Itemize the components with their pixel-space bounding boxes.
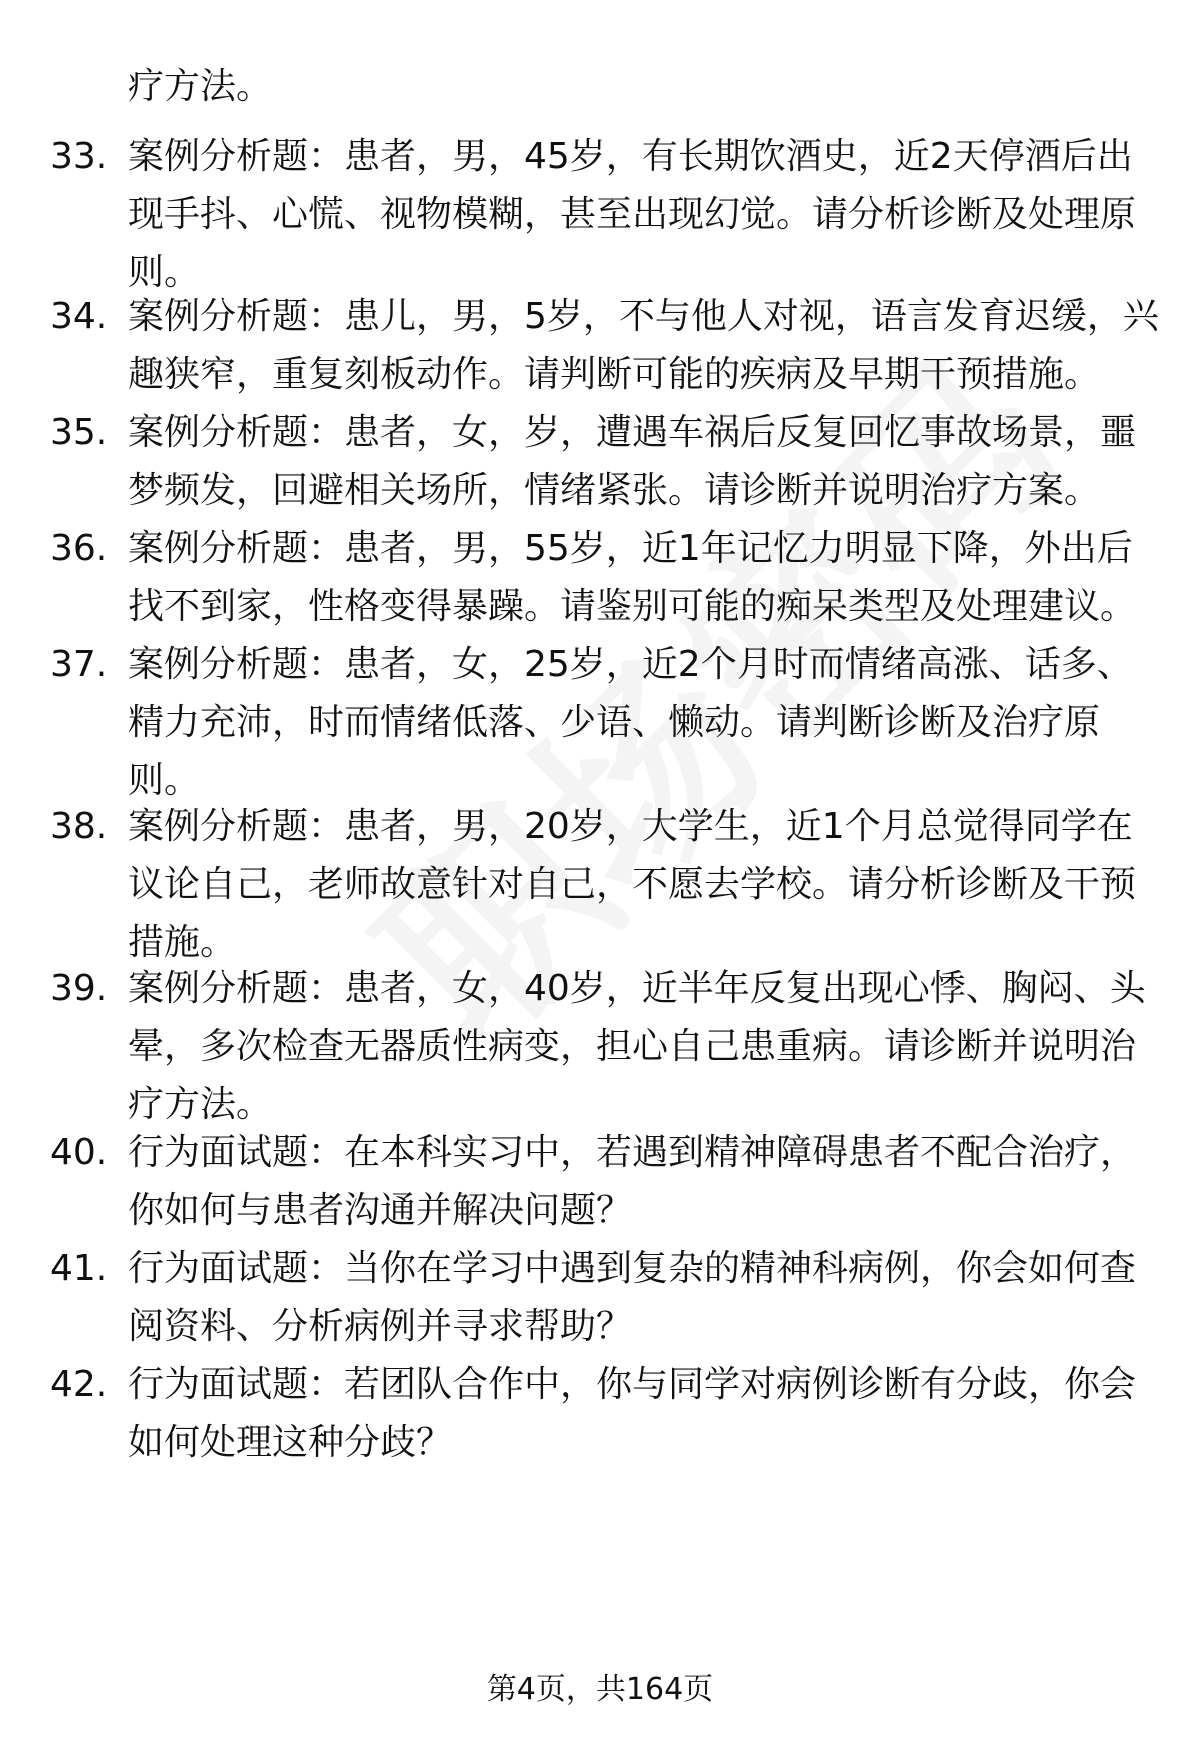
question-number: 36. [50, 528, 108, 569]
question-text: 案例分析题：患者，男，20岁，大学生，近1个月总觉得同学在 议论自己，老师故意针对自己，不愿去学校。请分析诊断及干预 措施。 [128, 806, 1137, 963]
question-text: 案例分析题：患者，男，55岁，近1年记忆力明显下降，外出后 找不到家，性格变得暴躁。请鉴别可能的痴呆类型及处理建议。 [128, 528, 1137, 627]
page-footer: 第4页，共164页 [486, 1672, 714, 1707]
question-number: 42. [50, 1364, 108, 1405]
question-item [50, 798, 1160, 972]
question-text: 行为面试题：在本科实习中，若遇到精神障碍患者不配合治疗， 你如何与患者沟通并解决问题？ [128, 1132, 1137, 1231]
question-text: 案例分析题：患者，女，40岁，近半年反复出现心悸、胸闷、头 晕，多次检查无器质性病变，担心自己患重病。请诊断并说明治 疗方法。 [128, 968, 1146, 1125]
question-number: 34. [50, 296, 108, 337]
question-text: 行为面试题：当你在学习中遇到复杂的精神科病例，你会如何查 阅资料、分析病例并寻求帮助？ [128, 1248, 1137, 1347]
question-number: 41. [50, 1248, 108, 1289]
question-item [50, 1356, 1160, 1472]
question-number: 35. [50, 412, 108, 453]
question-text: 行为面试题：若团队合作中，你与同学对病例诊断有分歧，你会 如何处理这种分歧？ [128, 1364, 1137, 1463]
question-text: 案例分析题：患者，女，25岁，近2个月时而情绪高涨、话多、 精力充沛，时而情绪低落、少语、懒动。请判断诊断及治疗原 则。 [128, 644, 1133, 801]
question-item [50, 520, 1160, 636]
question-number: 33. [50, 136, 108, 177]
question-item [50, 1124, 1160, 1240]
question-number: 37. [50, 644, 108, 685]
question-number: 38. [50, 806, 108, 847]
question-item [50, 960, 1160, 1134]
question-item [50, 288, 1160, 404]
question-text: 案例分析题：患儿，男，5岁，不与他人对视，语言发育迟缓，兴 趣狭窄，重复刻板动作。请判断可能的疾病及早期干预措施。 [128, 296, 1159, 395]
question-text: 案例分析题：患者，女，岁，遭遇车祸后反复回忆事故场景，噩 梦频发，回避相关场所，情绪紧张。请诊断并说明治疗方案。 [128, 412, 1137, 511]
question-item [50, 1240, 1160, 1356]
question-number: 40. [50, 1132, 108, 1173]
question-item [50, 404, 1160, 520]
question-item [50, 636, 1160, 810]
continuation-text: 疗方法。 [128, 66, 273, 107]
question-item [50, 128, 1160, 302]
question-text: 案例分析题：患者，男，45岁，有长期饮酒史，近2天停酒后出 现手抖、心慌、视物模糊，甚至出现幻觉。请分析诊断及处理原 则。 [128, 136, 1137, 293]
question-number: 39. [50, 968, 108, 1009]
